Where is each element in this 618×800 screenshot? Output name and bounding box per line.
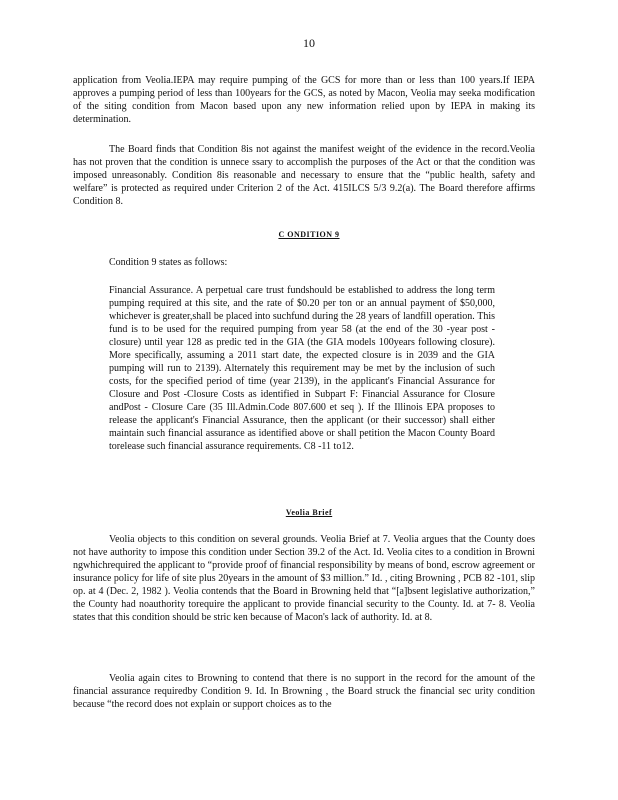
heading-veolia-brief: Veolia Brief (285, 508, 333, 517)
heading-condition-9: C ONDITION 9 (278, 230, 340, 239)
page-number: 10 (303, 36, 315, 50)
condition-9-quote: Financial Assurance. A perpetual care trust fundshould be established to address the long term pumping required at this site, and the rate of $0.20 per ton or an annual payment of $50,000, whichever is greater,shall be placed into suchfund during the 28 years of landfill operation. This fund is to be used for the required pumping from year 58 (at the end of the 30 -year post -closure) until year 128 as predic ted in the GIA (the GIA models 100years following closure). More specifically, assuming a 2011 start date, the expected closure is in 2039 and the GIA pumping will run to 2139). Alternately this requirement may be met by the inclusion of such costs, for the specified period of time (year 2139), in the applicant's Financial Assurance for Closure and Post -Closure Costs as identified in Subpart F: Financial Assurance for Closure andPost - Closure Care (35 Ill.Admin.Code 807.600 et seq ). If the Illinois EPA proposes to release the applicant's Financial Assurance, then the applicant (or their successor) shall either maintain such financial assurance as identified above or shall petition the Macon County Board torelease such financial assurance requirements. C8 -11 to12. (109, 285, 495, 452)
paragraph-veolia-objects: Veolia objects to this condition on several grounds. Veolia Brief at 7. Veolia argues that the County does not have authority to impose this condition under Section 39.2 of the Act. Id. Veolia cites to a condition in Browni ngwhichrequired the applicant to “provide proof of financial responsibility by means of bond, escrow agreement or insurance policy for life of site plus 20years in the amount of $3 million.” Id. , citing Browning , PCB 82 -101, slip op. at 4 (Dec. 2, 1982 ). Veolia contends that the Board in Browning held that “[a]bsent legislative authorization,” the County had noauthority torequire the applicant to provide financial security to the County. Id. at 7- 8. Veolia states that this condition should be stric ken because of Macon's lack of authority. Id. at 8. (73, 534, 535, 623)
paragraph-iepa-pumping: application from Veolia.IEPA may require pumping of the GCS for more than or less than 100 years.If IEPA approves a pumping period of less than 100years for the GCS, as noted by Macon, Veolia may seeka modification of the siting condition from Macon based upon any new information relied upon by IEPA in making its determination. (73, 75, 535, 125)
condition-9-intro: Condition 9 states as follows: (109, 257, 228, 268)
paragraph-board-finds-condition-8: The Board finds that Condition 8is not against the manifest weight of the evidence in the record.Veolia has not proven that the condition is unnece ssary to accomplish the purposes of the Act or that the condition was imposed unreasonably. Condition 8is reasonable and necessary to ensure that the “public health, safety and welfare” is protected as required under Criterion 2 of the Act. 415ILCS 5/3 9.2(a). The Board therefore affirms Condition 8. (73, 144, 535, 207)
paragraph-veolia-again-cites: Veolia again cites to Browning to contend that there is no support in the record for the amount of the financial assurance requiredby Condition 9. Id. In Browning , the Board struck the financial sec urity condition because “the record does not explain or support choices as to the (73, 673, 535, 710)
